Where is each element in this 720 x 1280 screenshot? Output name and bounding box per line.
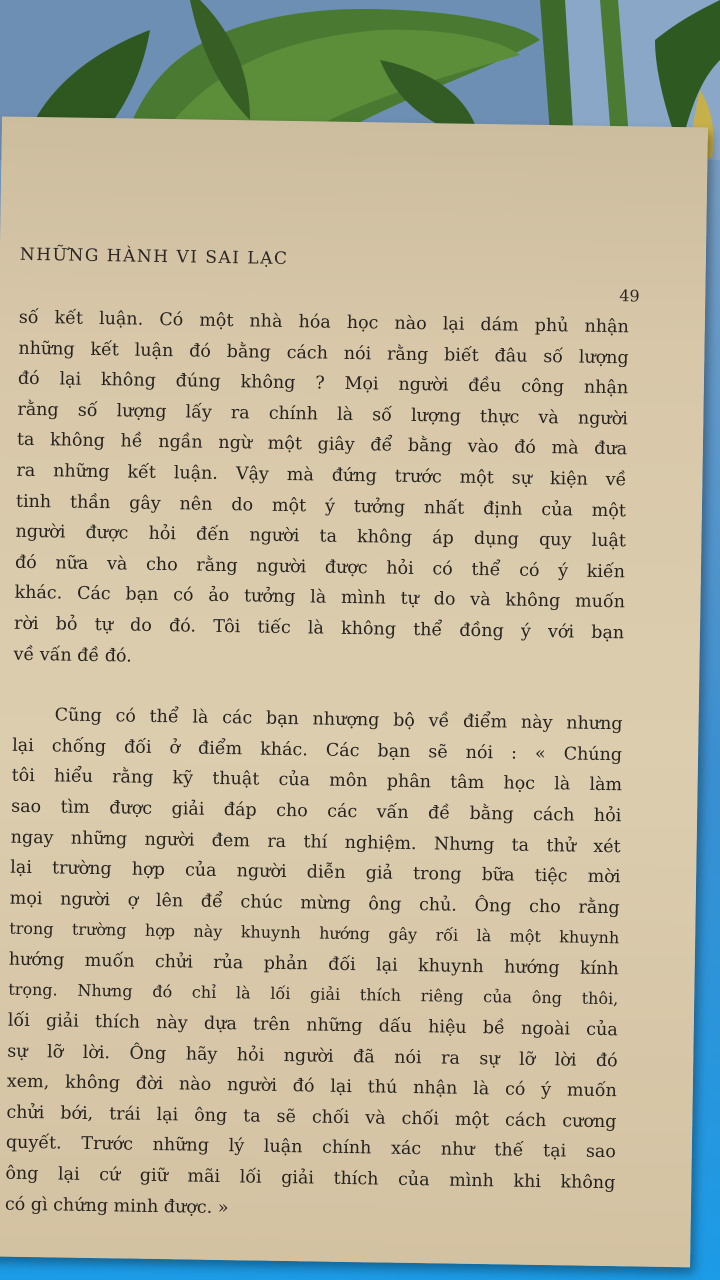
- text-line: lại chống đối ở điểm khác. Các bạn sẽ nói : « Chúng: [12, 735, 623, 765]
- text-line: có gì chứng minh được. »: [4, 1194, 229, 1218]
- text-line: tinh thần gây nên do một ý tưởng nhất định của một: [15, 491, 627, 521]
- text-line: khác. Các bạn có ảo tưởng là mình tự do và không muốn: [14, 583, 626, 613]
- text-line: ra những kết luận. Vậy mà đứng trước một sự kiện về: [16, 460, 627, 491]
- text-line: mọi người ợ lên để chúc mừng ông chủ. Ông cho rằng: [9, 888, 620, 918]
- text-line: chửi bới, trái lại ông ta sẽ chối và chối một cách cương: [6, 1102, 617, 1133]
- text-line: hướng muốn chửi rủa phản đối lại khuynh hướng kính: [8, 949, 619, 980]
- running-head: NHỮNG HÀNH VI SAI LẠC: [19, 244, 289, 269]
- text-line: rằng số lượng lấy ra chính là số lượng thực và người: [17, 399, 628, 430]
- text-line: rời bỏ tự do đó. Tôi tiếc là không thể đồng ý với bạn: [13, 613, 625, 644]
- text-line: sao tìm được giải đáp cho các vấn đề bằng cách hỏi: [11, 796, 622, 827]
- text-line: ngay những người đem ra thí nghiệm. Nhưng ta thử xét: [10, 827, 621, 857]
- paragraph-2: [5, 700, 623, 1230]
- text-line: ông lại cứ giữ mãi lối giải thích của mình khi không: [5, 1163, 616, 1194]
- paragraph-1: [13, 303, 629, 680]
- text-line: ta không hề ngần ngừ một giây để bằng vào đó mà đưa: [16, 430, 628, 460]
- text-line: đó nữa và cho rằng người được hỏi có thể có ý kiến: [14, 552, 626, 583]
- text-line: đó lại không đúng không ? Mọi người đều công nhận: [17, 368, 629, 399]
- text-line: lối giải thích này dựa trên những dấu hiệu bề ngoài của: [7, 1010, 618, 1041]
- text-line: Cũng có thể là các bạn nhượng bộ về điểm này nhưng: [54, 705, 623, 735]
- text-line: về vấn đề đó.: [13, 644, 132, 667]
- text-line: người được hỏi đến người ta không áp dụng quy luật: [15, 521, 627, 552]
- text-line: số kết luận. Có một nhà hóa học nào lại dám phủ nhận: [18, 307, 629, 338]
- book-page: [0, 116, 708, 1267]
- text-line: quyết. Trước những lý luận chính xác như thế tại sao: [5, 1133, 617, 1163]
- text-line: trong trường hợp này khuynh hướng gây rối là một khuynh: [9, 918, 620, 948]
- text-line: tôi hiểu rằng kỹ thuật của môn phân tâm học là làm: [11, 766, 623, 796]
- text-line: sự lỡ lời. Ông hãy hỏi người đã nói ra sự lỡ lời đó: [7, 1041, 618, 1071]
- text-line: lại trường hợp của người diễn giả trong bữa tiệc mời: [10, 857, 621, 888]
- page-body-text: [5, 303, 629, 1230]
- page-number: 49: [619, 286, 640, 306]
- text-line: những kết luận đó bằng cách nói rằng biết đâu số lượng: [18, 338, 629, 368]
- text-line: trọng. Nhưng đó chỉ là lối giải thích riêng của ông thôi,: [8, 980, 619, 1009]
- text-line: xem, không đời nào người đó lại thú nhận là có ý muốn: [6, 1071, 617, 1102]
